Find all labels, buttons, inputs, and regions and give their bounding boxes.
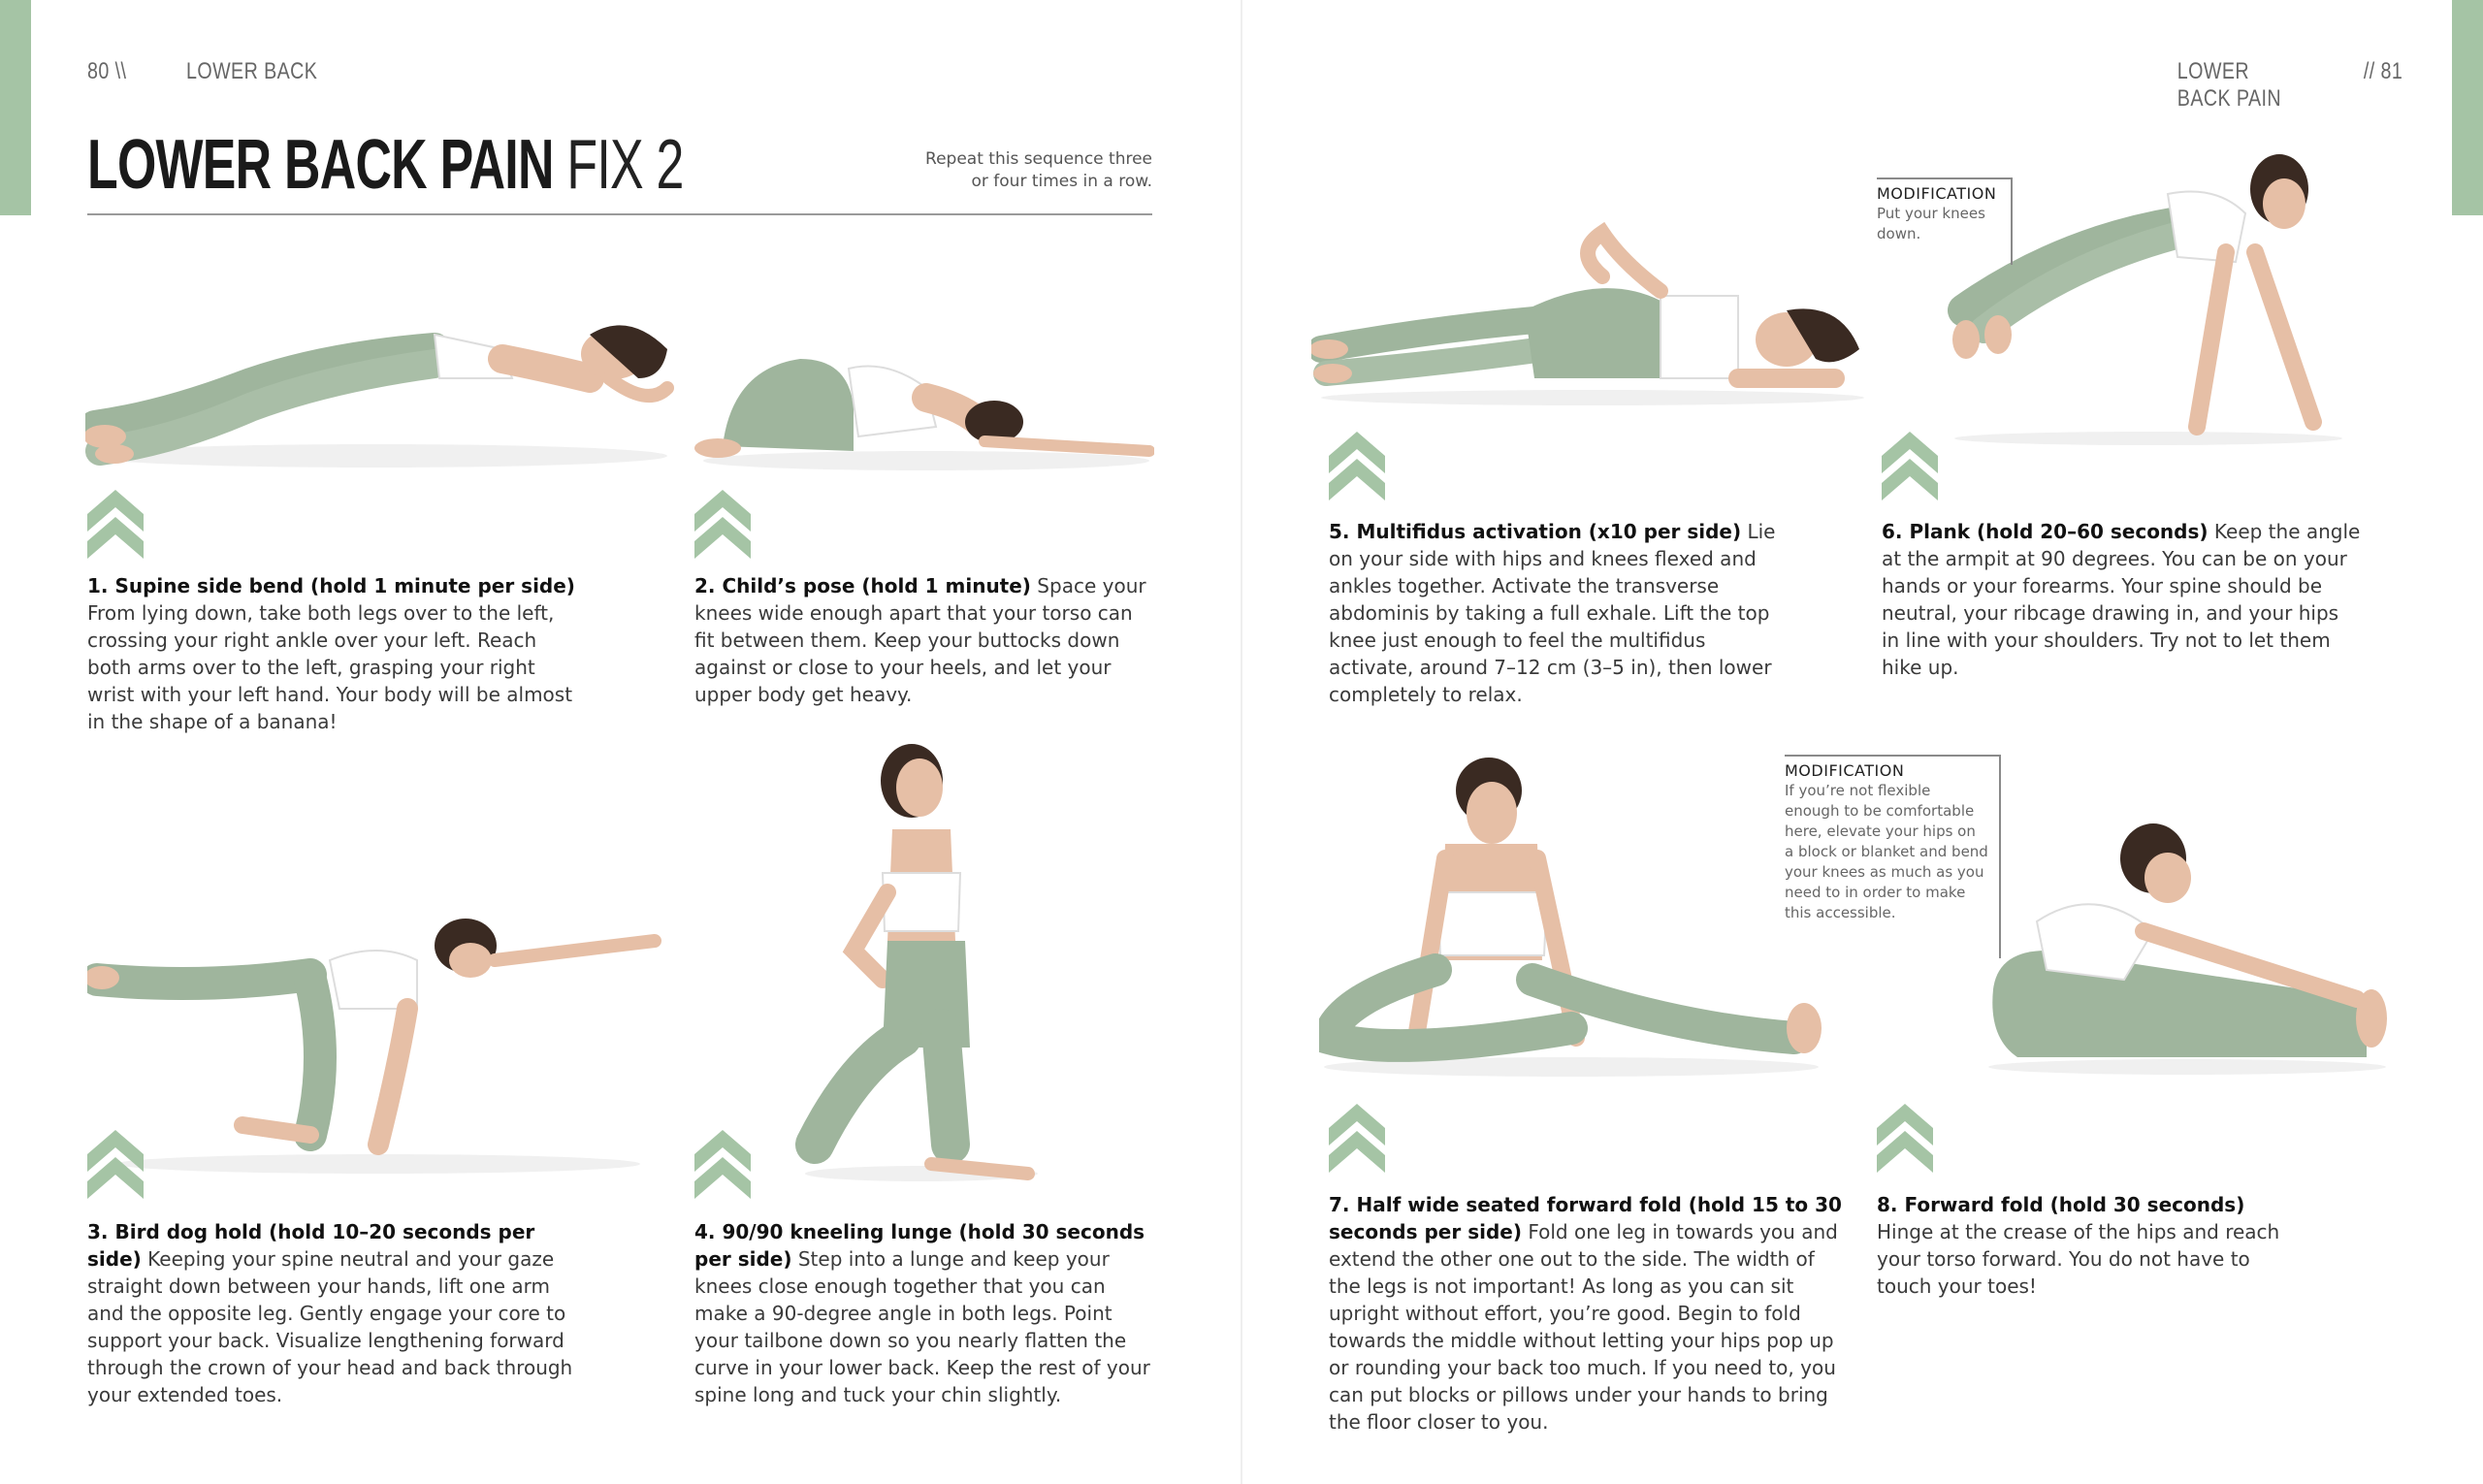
- step-4-text: [694, 1218, 1150, 1408]
- modification-leader: [1785, 755, 2001, 757]
- modification-label: MODIFICATION: [1785, 761, 1905, 780]
- section-tab: [0, 0, 31, 215]
- step-7-title: 7. Half wide seated forward fold (hold 15 to 30 seconds per side): [1329, 1193, 1842, 1243]
- title-divider: [87, 213, 1152, 215]
- step-6-title: 6. Plank (hold 20–60 seconds): [1882, 520, 2209, 543]
- section-tab: [2452, 0, 2483, 215]
- multifidus-photo: [1311, 204, 1869, 407]
- modification-body: Put your knees down.: [1877, 205, 1985, 242]
- step-8-title: 8. Forward fold (hold 30 seconds): [1877, 1193, 2245, 1216]
- step-3-title: 3. Bird dog hold (hold 10–20 seconds per side): [87, 1220, 535, 1271]
- page-number: // 81: [2363, 58, 2403, 84]
- chevron-up-icon: [694, 1125, 751, 1199]
- title-light: FIX 2: [566, 126, 684, 204]
- step-5-body: Lie on your side with hips and knees flexed and ankles together. Activate the transverse abdominis by taking a full exhale. Lift the top knee just enough to feel the multifidus activate, around 7–12 cm (3–5 in), then lower completely to relax.: [1329, 520, 1776, 706]
- modification-body: If you’re not flexible enough to be comfortable here, elevate your hips on a block or blanket and bend your knees as much as you need to in order to make this accessible.: [1785, 782, 1988, 921]
- page-number: 80 \\: [87, 58, 127, 84]
- step-1-text: [87, 572, 582, 735]
- title-bold: LOWER BACK PAIN: [87, 126, 554, 204]
- chevron-up-icon: [1329, 427, 1385, 500]
- chevron-up-icon: [1329, 1099, 1385, 1173]
- step-2-body: Space your knees wide enough apart that your torso can fit between them. Keep your buttocks down against or close to your heels, and let your upper body get heavy.: [694, 574, 1146, 706]
- step-5-title: 5. Multifidus activation (x10 per side): [1329, 520, 1742, 543]
- step-6-body: Keep the angle at the armpit at 90 degrees. You can be on your hands or your forearms. Your spine should be neutral, your ribcage drawing in, and your hips in line with your shoulders. Try not to let them hike up.: [1882, 520, 2361, 679]
- chevron-up-icon: [694, 485, 751, 559]
- section-name: LOWER BACK PAIN: [2177, 58, 2282, 112]
- step-7-text: [1329, 1191, 1843, 1436]
- book-spine: [1241, 0, 1242, 1484]
- wide-seated-fold-photo: [1319, 747, 1828, 1096]
- step-1-title: 1. Supine side bend (hold 1 minute per side): [87, 574, 575, 597]
- step-2-text: [694, 572, 1150, 708]
- modification-note: [1877, 184, 2022, 244]
- step-1-body: From lying down, take both legs over to the left, crossing your right ankle over your left. Reach both arms over to the left, grasping your right wrist with your left hand. Your body will be almost in the shape of a banana!: [87, 601, 573, 733]
- step-2-title: 2. Child’s pose (hold 1 minute): [694, 574, 1031, 597]
- modification-note: [1785, 761, 1988, 923]
- chevron-up-icon: [1877, 1099, 1933, 1173]
- step-3-text: [87, 1218, 582, 1408]
- modification-leader: [1999, 755, 2001, 958]
- step-4-title: 4. 90/90 kneeling lunge (hold 30 seconds per side): [694, 1220, 1145, 1271]
- step-5-text: [1329, 518, 1794, 708]
- repeat-note: Repeat this sequence three or four times in a row.: [925, 149, 1152, 191]
- chevron-up-icon: [1882, 427, 1938, 500]
- modification-leader: [1877, 177, 2013, 179]
- bird-dog-photo: [87, 902, 669, 1174]
- kneeling-lunge-photo: [795, 737, 1048, 1183]
- forward-fold-photo: [1979, 805, 2396, 1077]
- plank-photo: [1945, 136, 2352, 446]
- childs-pose-photo: [693, 330, 1154, 475]
- step-7-body: Fold one leg in towards you and extend the other one out to the side. The width of the legs is not important! As long as you can sit upright without effort, you’re good. Begin to fold towards the middle without letting your hips pop up or rounding your back too much. If you need to, you can put blocks or pillows under your hands to bring the floor closer to you.: [1329, 1220, 1838, 1434]
- step-8-text: [1877, 1191, 2304, 1300]
- page-title: [87, 126, 684, 204]
- modification-leader: [2011, 177, 2013, 265]
- step-4-body: Step into a lunge and keep your knees close enough together that you can make a 90-degree angle in both legs. Point your tailbone down so you nearly flatten the curve in your lower back. Keep the rest of your spine long and tuck your chin slightly.: [694, 1247, 1150, 1406]
- step-3-body: Keeping your spine neutral and your gaze straight down between your hands, lift one arm and the opposite leg. Gently engage your core to support your back. Visualize lengthening forward through the crown of your head and back through your extended toes.: [87, 1247, 573, 1406]
- step-6-text: [1882, 518, 2362, 681]
- chevron-up-icon: [87, 1125, 144, 1199]
- supine-side-bend-photo: [85, 281, 682, 475]
- modification-label: MODIFICATION: [1877, 184, 1997, 203]
- step-8-body: Hinge at the crease of the hips and reach your torso forward. You do not have to touch your toes!: [1877, 1220, 2280, 1298]
- section-name: LOWER BACK: [186, 58, 318, 84]
- chevron-up-icon: [87, 485, 144, 559]
